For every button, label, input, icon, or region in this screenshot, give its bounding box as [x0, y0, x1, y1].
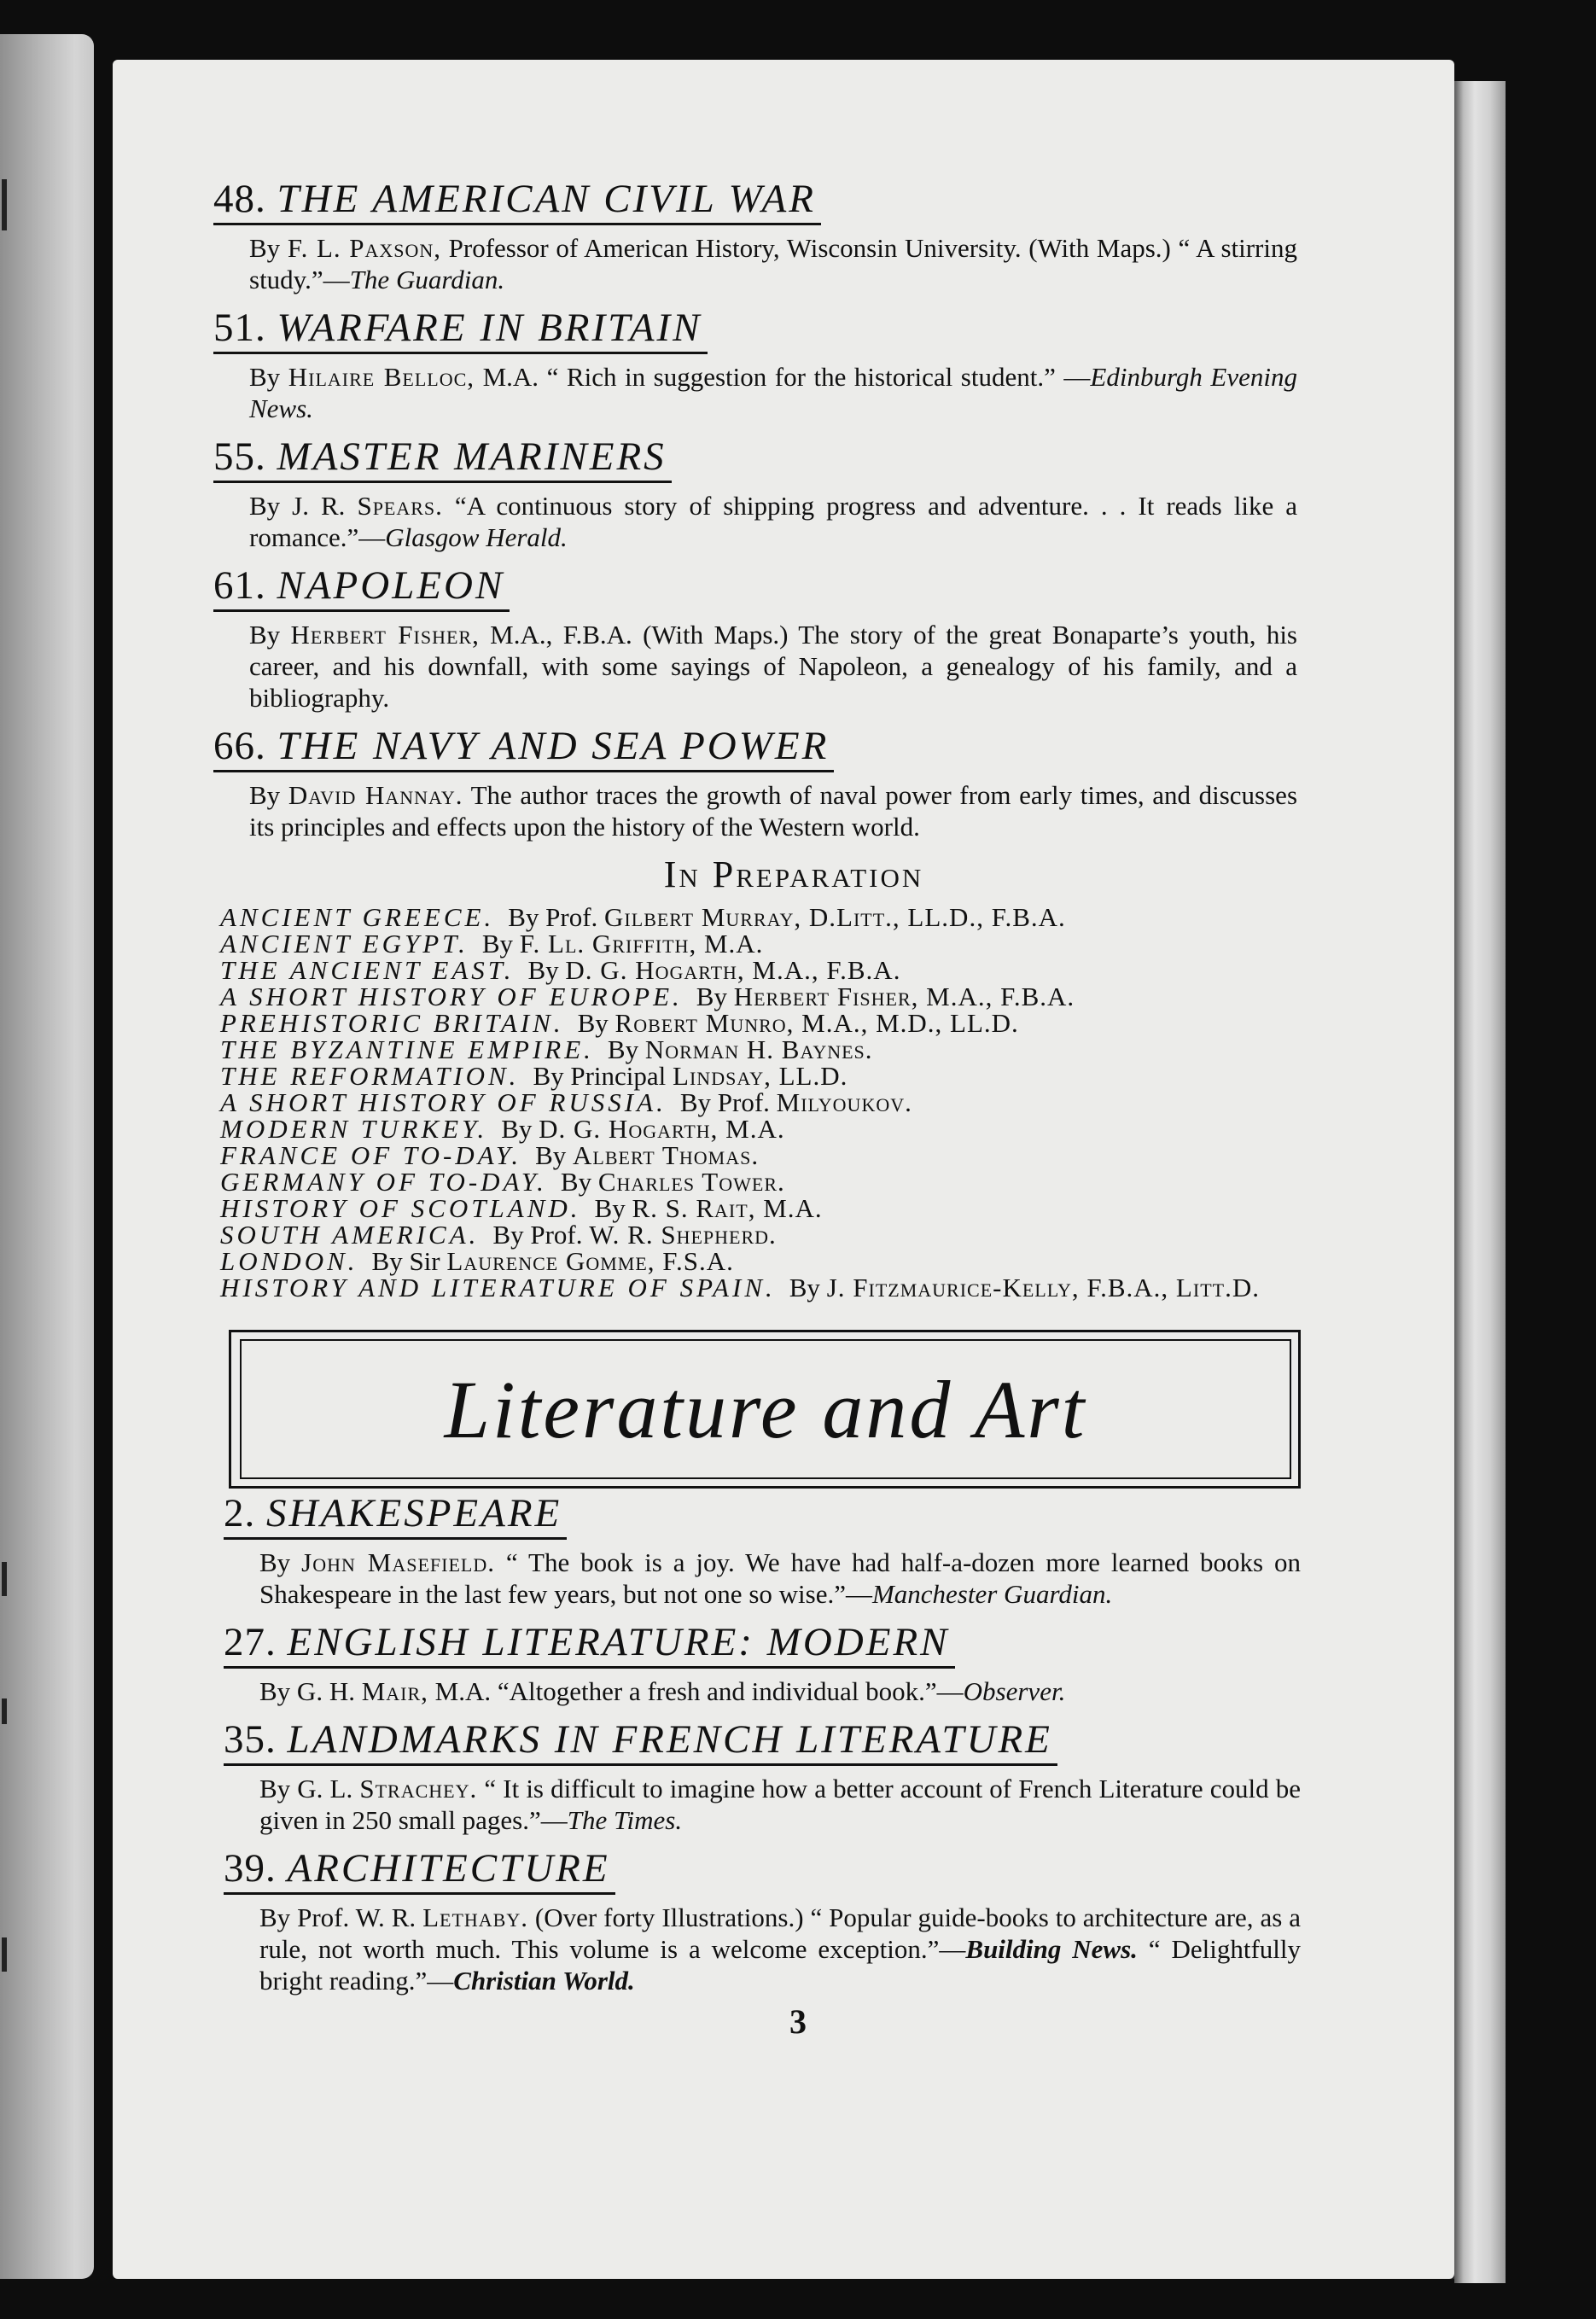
history-section: [213, 175, 1297, 1301]
entry-title: NAPOLEON: [277, 563, 505, 608]
in-preparation-item: [220, 1168, 1297, 1195]
by-text: By Principal: [533, 1061, 667, 1091]
entry-heading: [213, 304, 708, 354]
author-name: F. L. Paxson,: [287, 233, 442, 263]
in-preparation-item: [220, 983, 1297, 1010]
entry-description: [224, 1902, 1301, 1996]
entry-warfare-in-britain: [213, 304, 1297, 424]
by-text: By: [527, 955, 559, 985]
by-text: By: [249, 780, 281, 810]
entry-title: LANDMARKS IN FRENCH LITERATURE: [287, 1717, 1052, 1762]
entry-shakespeare: [224, 1489, 1301, 1610]
book-title: THE REFORMATION.: [220, 1061, 520, 1091]
author-name: Lethaby.: [422, 1902, 528, 1932]
entry-landmarks-french-literature: [224, 1716, 1301, 1836]
book-title: FRANCE OF TO-DAY.: [220, 1140, 522, 1170]
entry-description: [213, 619, 1297, 714]
entry-number: 35.: [224, 1717, 277, 1762]
entry-description: [224, 1547, 1301, 1610]
entry-heading: [213, 722, 834, 772]
author-name: John Masefield.: [301, 1547, 495, 1577]
left-facing-page: [0, 34, 94, 2279]
by-text: By Prof. W. R.: [259, 1902, 416, 1932]
in-preparation-item: [220, 1142, 1297, 1168]
by-text: By: [696, 982, 727, 1011]
book-title: ANCIENT EGYPT.: [220, 929, 469, 958]
entry-heading: [213, 562, 510, 612]
author-name: Hilaire Belloc,: [288, 362, 475, 392]
entry-text: (Over forty Illustrations.) “ Popular guide-books to architecture are, as a rule, not worth much. This volume is a welcome exception.”—: [259, 1902, 1302, 1964]
in-preparation-item: [220, 904, 1297, 930]
in-preparation-item: [220, 1089, 1297, 1116]
entry-description: [213, 779, 1297, 842]
entry-description: [213, 361, 1297, 424]
review-source: The Times.: [567, 1805, 683, 1835]
review-source: Edinburgh Evening News.: [249, 362, 1297, 423]
by-text: By: [259, 1547, 291, 1577]
entry-heading: [224, 1844, 615, 1895]
review-source: Manchester Guardian.: [871, 1579, 1113, 1609]
author-name: D. G. Hogarth, M.A.: [539, 1114, 785, 1144]
book-title: SOUTH AMERICA.: [220, 1220, 480, 1250]
in-preparation-heading: In Preparation: [663, 854, 924, 895]
by-text: By: [577, 1008, 609, 1038]
by-text: By Sir: [371, 1246, 440, 1276]
entry-title: ENGLISH LITERATURE: MODERN: [287, 1620, 950, 1664]
in-preparation-list: [213, 904, 1297, 1301]
review-source: Christian World.: [453, 1966, 635, 1996]
entry-heading: [213, 433, 672, 483]
author-name: Laurence Gomme, F.S.A.: [446, 1246, 734, 1276]
entry-text: “ The book is a joy. We have had half-a-dozen more learned books on Shakespeare in the last few years, but not one so wise.”—: [259, 1547, 1301, 1609]
in-preparation-item: [220, 1195, 1297, 1221]
entry-number: 61.: [213, 563, 266, 608]
book-title: A SHORT HISTORY OF RUSSIA.: [220, 1087, 667, 1117]
author-name: F. Ll. Griffith, M.A.: [519, 929, 764, 958]
author-name: Charles Tower.: [597, 1167, 785, 1197]
by-text: By: [249, 620, 281, 650]
by-text: By J. R.: [249, 491, 346, 521]
in-preparation-item: [220, 1116, 1297, 1142]
entry-description: [224, 1675, 1301, 1707]
by-text: By: [594, 1193, 626, 1223]
author-name: Albert Thomas.: [573, 1140, 760, 1170]
by-text: By Prof.: [508, 902, 598, 932]
banner-inner-frame: [240, 1339, 1291, 1479]
in-preparation-item: [220, 1248, 1297, 1274]
book-title: A SHORT HISTORY OF EUROPE.: [220, 982, 683, 1011]
entry-title: THE NAVY AND SEA POWER: [277, 724, 830, 768]
author-name: Norman H. Baynes.: [644, 1034, 873, 1064]
entry-text: M.A. “ Rich in suggestion for the historical student.” —: [475, 362, 1091, 392]
entry-navy-and-sea-power: [213, 722, 1297, 842]
entry-heading: [213, 175, 821, 225]
in-preparation-item: [220, 1010, 1297, 1036]
book-title: HISTORY OF SCOTLAND.: [220, 1193, 581, 1223]
review-source: Building News.: [965, 1934, 1138, 1964]
author-name: W. R. Shepherd.: [589, 1220, 777, 1250]
entry-description: [224, 1773, 1301, 1836]
book-title: ANCIENT GREECE.: [220, 902, 495, 932]
entry-english-literature-modern: [224, 1618, 1301, 1707]
entry-architecture: [224, 1844, 1301, 1996]
author-name: D. G. Hogarth, M.A., F.B.A.: [565, 955, 901, 985]
by-text: By: [481, 929, 514, 958]
in-preparation-item: [220, 1063, 1297, 1089]
book-title: THE BYZANTINE EMPIRE.: [220, 1034, 594, 1064]
by-text: By: [535, 1140, 567, 1170]
page-number: 3: [789, 2002, 807, 2041]
author-name: Robert Munro, M.A., M.D., LL.D.: [615, 1008, 1019, 1038]
entry-number: 39.: [224, 1846, 277, 1891]
author-name: Herbert Fisher,: [290, 620, 480, 650]
by-text: By: [249, 362, 281, 392]
by-text: By: [789, 1273, 820, 1302]
entry-number: 48.: [213, 177, 266, 221]
by-text: By: [501, 1114, 533, 1144]
author-name: Milyoukov.: [776, 1087, 912, 1117]
entry-text: “ It is difficult to imagine how a better account of French Literature could be given in 250 small pages.”—: [259, 1774, 1302, 1835]
author-name: Mair,: [361, 1676, 428, 1706]
review-source: Glasgow Herald.: [385, 522, 568, 552]
author-name: J. Fitzmaurice-Kelly, F.B.A., Litt.D.: [826, 1273, 1260, 1302]
book-title: THE ANCIENT EAST.: [220, 955, 515, 985]
entry-number: 55.: [213, 434, 266, 479]
entry-american-civil-war: [213, 175, 1297, 295]
entry-text: “ Delightfully bright reading.”—: [259, 1934, 1301, 1996]
entry-description: [213, 490, 1297, 553]
book-title: PREHISTORIC BRITAIN.: [220, 1008, 564, 1038]
entry-text: Professor of American History, Wisconsin University. (With Maps.) “ A stirring study.”—: [249, 233, 1297, 294]
entry-text: M.A. “Altogether a fresh and individual book.”—: [428, 1676, 964, 1706]
entry-heading: [224, 1489, 567, 1540]
entry-heading: [224, 1716, 1057, 1766]
entry-napoleon: [213, 562, 1297, 714]
author-name: Herbert Fisher, M.A., F.B.A.: [733, 982, 1075, 1011]
entry-text: M.A., F.B.A. (With Maps.) The story of the great Bonaparte’s youth, his career, and his downfall, with some sayings of Napoleon, a genealogy of his family, and a bibliography.: [249, 620, 1297, 713]
entry-master-mariners: [213, 433, 1297, 553]
book-title: MODERN TURKEY.: [220, 1114, 488, 1144]
author-name: R. S. Rait, M.A.: [632, 1193, 823, 1223]
section-title: Literature and Art: [444, 1363, 1087, 1455]
entry-text: “A continuous story of shipping progress and adventure. . . It reads like a romance.”—: [249, 491, 1297, 552]
in-preparation-item: [220, 1036, 1297, 1063]
by-text: By: [249, 233, 281, 263]
by-text: By G. H.: [259, 1676, 355, 1706]
in-preparation-item: [220, 1221, 1297, 1248]
literature-and-art-banner: [229, 1330, 1301, 1489]
entry-title: MASTER MARINERS: [277, 434, 667, 479]
author-name: Lindsay, LL.D.: [673, 1061, 848, 1091]
book-title: HISTORY AND LITERATURE OF SPAIN.: [220, 1273, 776, 1302]
page-stack-edge: [1454, 81, 1506, 2283]
book-title: LONDON.: [220, 1246, 358, 1276]
entry-heading: [224, 1618, 955, 1669]
entry-text: The author traces the growth of naval power from early times, and discusses its principles and effects upon the history of the Western world.: [249, 780, 1298, 842]
by-text: By Prof.: [492, 1220, 583, 1250]
entry-description: [213, 232, 1297, 295]
in-preparation-item: [220, 930, 1297, 957]
by-text: By Prof.: [679, 1087, 770, 1117]
by-text: By: [560, 1167, 592, 1197]
author-name: David Hannay.: [288, 780, 463, 810]
entry-title: WARFARE IN BRITAIN: [277, 306, 702, 350]
author-name: Gilbert Murray, D.Litt., LL.D., F.B.A.: [604, 902, 1066, 932]
literature-section: [224, 1489, 1301, 2005]
in-preparation-item: [220, 1274, 1297, 1301]
author-name: Spears.: [357, 491, 443, 521]
entry-number: 66.: [213, 724, 266, 768]
book-title: GERMANY OF TO-DAY.: [220, 1167, 547, 1197]
by-text: By G. L.: [259, 1774, 353, 1803]
review-source: Observer.: [963, 1676, 1066, 1706]
in-preparation-item: [220, 957, 1297, 983]
entry-title: THE AMERICAN CIVIL WAR: [277, 177, 816, 221]
author-name: Strachey.: [359, 1774, 478, 1803]
entry-title: ARCHITECTURE: [287, 1846, 610, 1891]
entry-title: SHAKESPEARE: [266, 1491, 562, 1535]
entry-number: 2.: [224, 1491, 256, 1535]
by-text: By: [607, 1034, 639, 1064]
entry-number: 27.: [224, 1620, 277, 1664]
review-source: The Guardian.: [349, 265, 505, 294]
entry-number: 51.: [213, 306, 266, 350]
